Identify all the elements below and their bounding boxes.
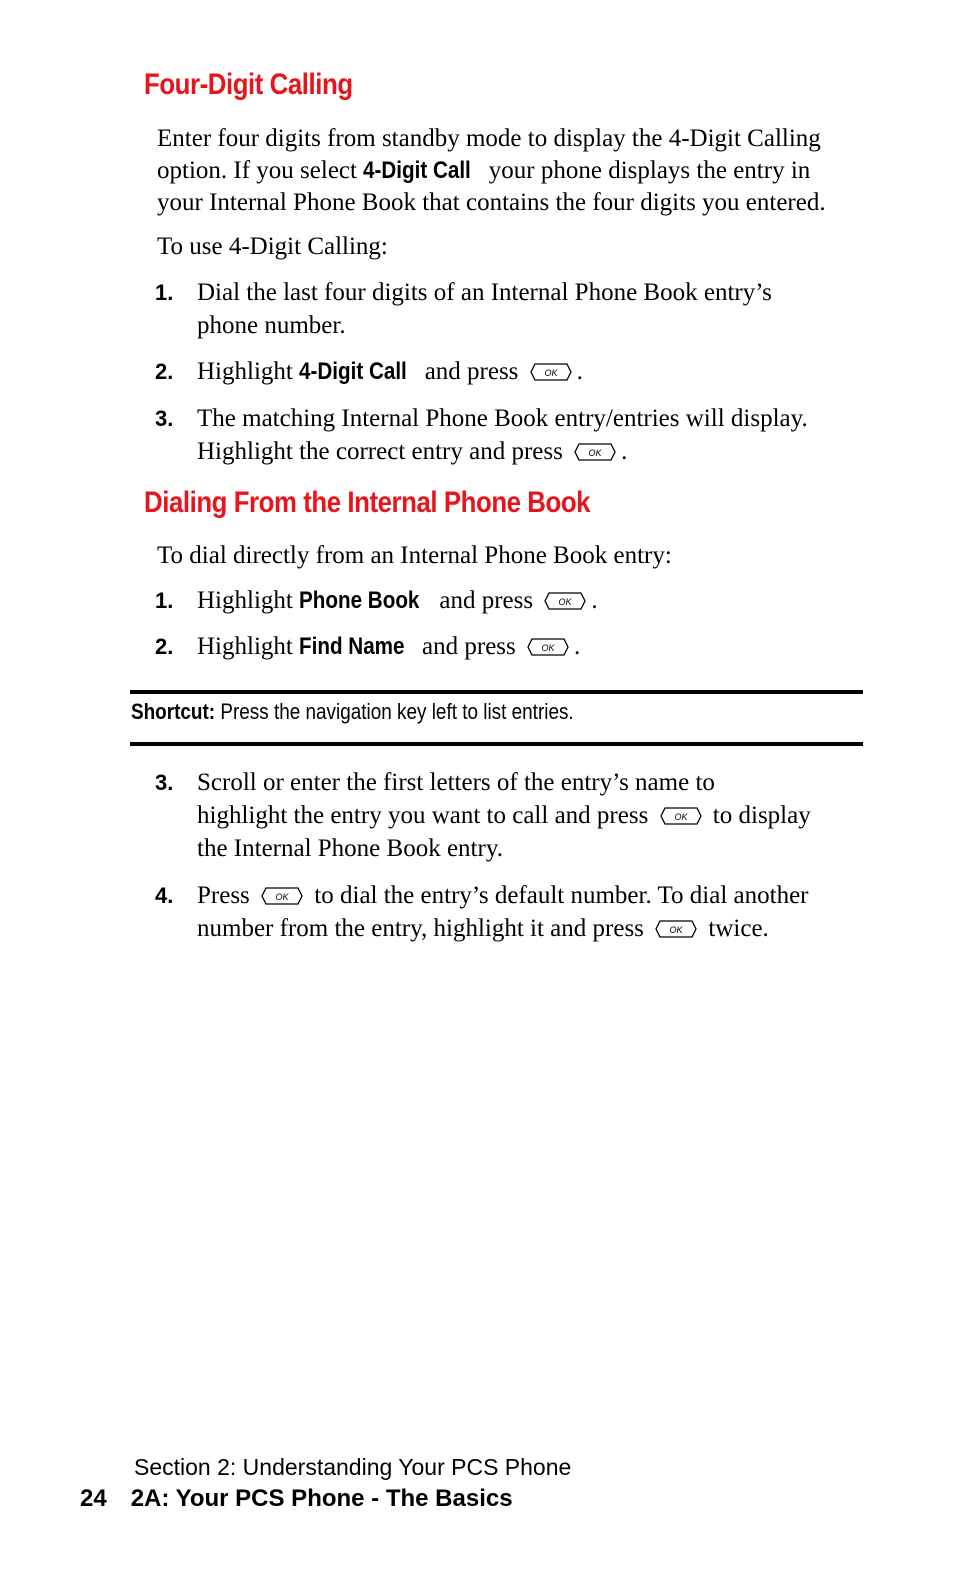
ok-key-icon	[659, 806, 703, 826]
ok-key-icon	[573, 442, 617, 462]
ok-key-icon	[260, 886, 304, 906]
step-text: Highlight the correct entry and press OK .	[197, 438, 628, 465]
svg-text:OK: OK	[558, 597, 572, 607]
step-text: Highlight Phone Book and press OK .	[197, 587, 598, 614]
shortcut-bottom-rule	[130, 742, 863, 746]
step-text: Highlight 4-Digit Call and press OK .	[197, 358, 583, 385]
step-text: Dial the last four digits of an Internal Phone Book entry’s	[197, 279, 772, 306]
paragraph-lead: To use 4-Digit Calling:	[157, 233, 388, 260]
step-number: 3.	[155, 406, 174, 431]
section-heading-dialing: Dialing From the Internal Phone Book	[144, 486, 591, 519]
ok-key-icon	[543, 591, 587, 611]
paragraph-intro-line1: Enter four digits from standby mode to display the 4-Digit Calling	[157, 125, 821, 152]
step-text: highlight the entry you want to call and press OK to display	[197, 802, 811, 829]
page-number: 24	[80, 1485, 107, 1512]
paragraph-lead: To dial directly from an Internal Phone Book entry:	[157, 542, 672, 569]
ok-key-icon	[529, 362, 573, 382]
section-heading-four-digit: Four-Digit Calling	[144, 68, 353, 101]
step-number: 3.	[155, 770, 174, 795]
step-text: Scroll or enter the first letters of the entry’s name to	[197, 769, 715, 796]
step-number: 2.	[155, 634, 174, 659]
chapter-title: 2A: Your PCS Phone - The Basics	[130, 1485, 513, 1512]
svg-text:OK: OK	[669, 925, 683, 935]
step-text: Highlight Find Name and press OK .	[197, 633, 581, 660]
svg-text:OK: OK	[541, 643, 555, 653]
ok-key-icon	[654, 919, 698, 939]
step-number: 4.	[155, 883, 174, 908]
svg-text:OK: OK	[588, 448, 602, 458]
shortcut-note: Shortcut: Press the navigation key left to list entries.	[131, 699, 574, 724]
step-number: 1.	[155, 588, 174, 613]
step-text: the Internal Phone Book entry.	[197, 835, 503, 862]
step-text: The matching Internal Phone Book entry/entries will display.	[197, 405, 808, 432]
svg-text:OK: OK	[544, 368, 558, 378]
svg-text:OK: OK	[674, 812, 688, 822]
footer-chapter	[80, 1485, 513, 1513]
paragraph-intro-line3: your Internal Phone Book that contains the four digits you entered.	[157, 189, 826, 216]
footer-section-title: Section 2: Understanding Your PCS Phone	[134, 1454, 572, 1480]
step-number: 1.	[155, 280, 174, 305]
step-number: 2.	[155, 359, 174, 384]
step-text: Press OK to dial the entry’s default number. To dial another	[197, 882, 809, 909]
ok-key-icon	[526, 637, 570, 657]
paragraph-intro-line2: option. If you select 4-Digit Call your phone displays the entry in	[157, 157, 811, 184]
svg-text:OK: OK	[275, 892, 289, 902]
step-text: phone number.	[197, 312, 346, 339]
step-text: number from the entry, highlight it and press OK twice.	[197, 915, 769, 942]
shortcut-top-rule	[130, 690, 863, 694]
